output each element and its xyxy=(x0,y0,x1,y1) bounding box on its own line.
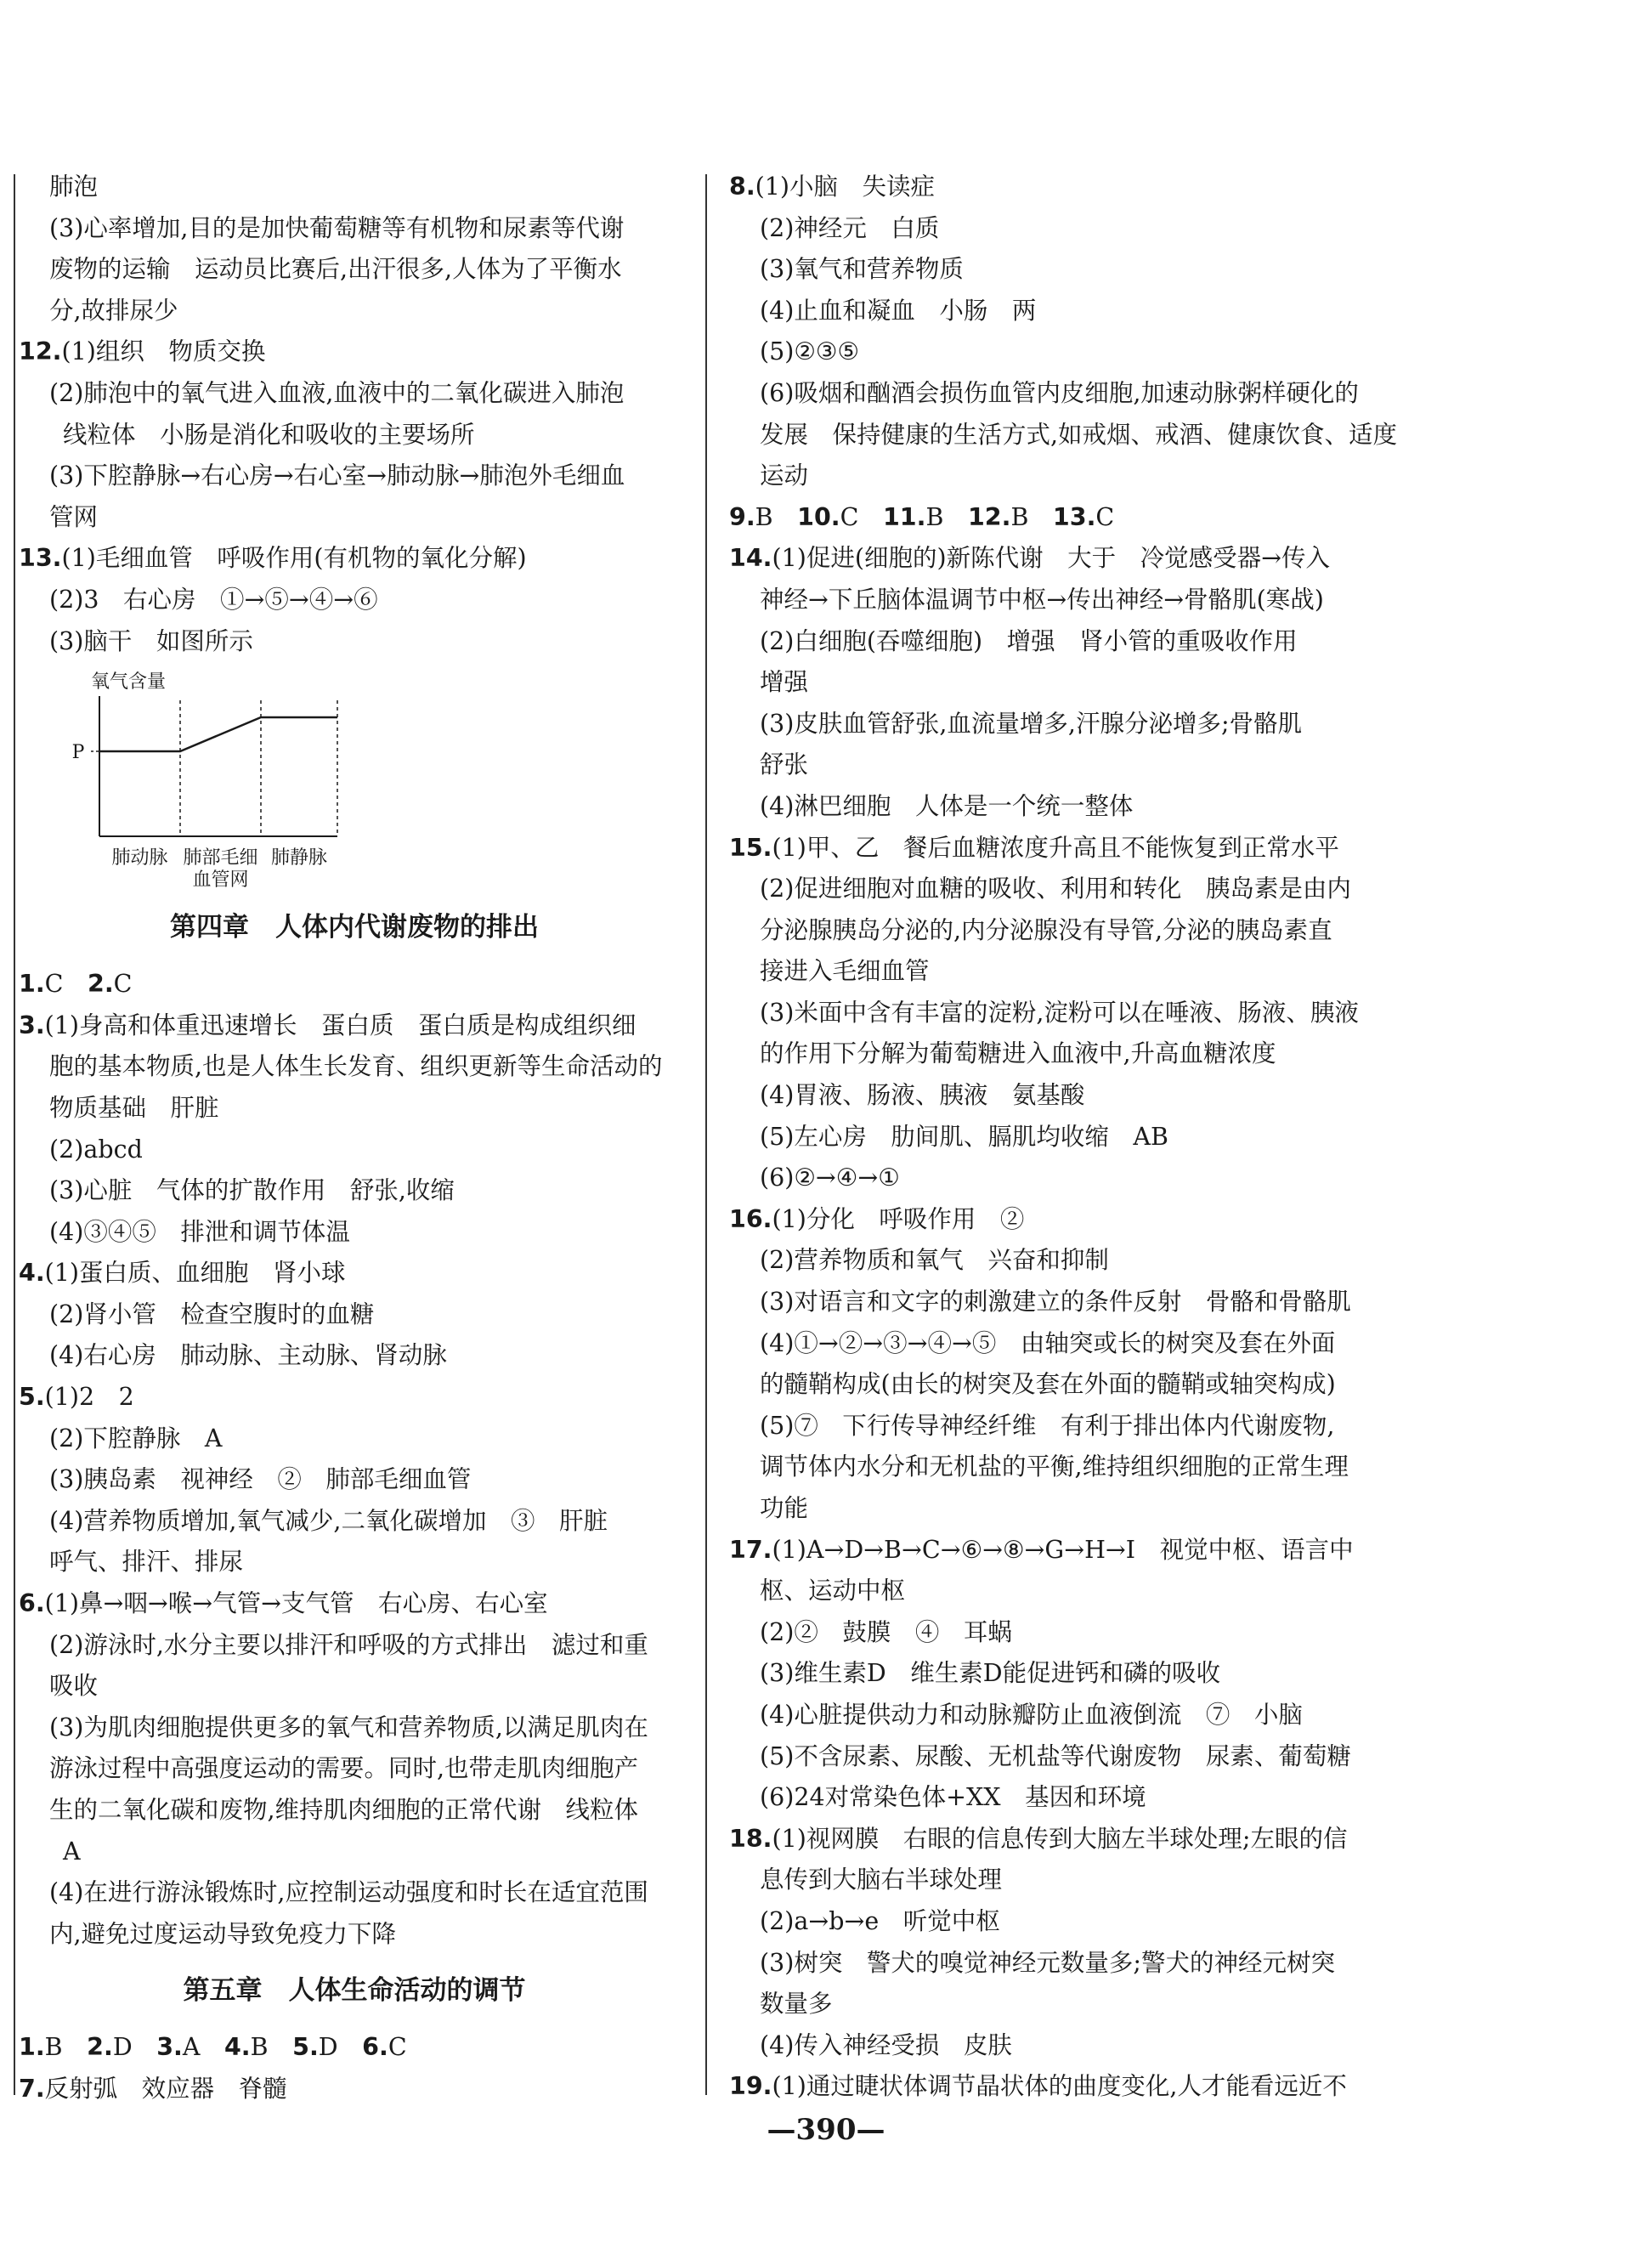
answer-text: (1)甲、乙 餐后血糖浓度升高且不能恢复到正常水平 xyxy=(772,833,1339,862)
question-number: 1. xyxy=(19,2033,45,2062)
answer-line xyxy=(19,1046,690,1088)
answer-text: (1)促进(细胞的)新陈代谢 大于 冷觉感受器→传入 xyxy=(772,544,1330,573)
answer-line-mcq xyxy=(19,2027,690,2069)
answer-line xyxy=(19,291,690,332)
answer-line xyxy=(729,951,1638,993)
answer-text: (2)abcd xyxy=(49,1135,143,1164)
question-line xyxy=(729,828,1638,869)
question-number: 4. xyxy=(19,1259,45,1288)
answer-text: 枢、运动中枢 xyxy=(760,1577,906,1605)
question-line xyxy=(19,331,690,373)
answer-text: 分泌腺胰岛分泌的,内分泌腺没有导管,分泌的胰岛素直 xyxy=(760,915,1332,944)
answer-line xyxy=(729,1653,1638,1695)
question-number: 12. xyxy=(19,337,62,366)
answer-choice: C xyxy=(1095,502,1115,531)
answer-line xyxy=(729,1901,1638,1943)
page-number: —390— xyxy=(767,2113,885,2147)
answer-text: (1)分化 呼吸作用 ② xyxy=(772,1204,1025,1233)
answer-text: 息传到大脑右半球处理 xyxy=(760,1866,1003,1894)
answer-text: (3)皮肤血管舒张,血流量增多,汗腺分泌增多;骨骼肌 xyxy=(760,709,1303,738)
answer-text: 分,故排尿少 xyxy=(49,296,178,325)
answer-text: (3)维生素D 维生素D能促进钙和磷的吸收 xyxy=(760,1659,1221,1688)
answer-line xyxy=(19,1832,690,1873)
answer-text: (5)⑦ 下行传导神经纤维 有利于排出体内代谢废物, xyxy=(760,1411,1335,1440)
answer-text: 功能 xyxy=(760,1494,809,1522)
answer-text: (3)为肌肉细胞提供更多的氧气和营养物质,以满足肌肉在 xyxy=(49,1713,648,1741)
question-number: 2. xyxy=(87,970,114,999)
answer-text: (1)毛细血管 呼吸作用(有机物的氧化分解) xyxy=(61,544,527,573)
answer-text: (5)左心房 肋间肌、膈肌均收缩 AB xyxy=(760,1122,1168,1151)
answer-text: (4)①→②→③→④→⑤ 由轴突或长的树突及套在外面 xyxy=(760,1328,1336,1357)
x-label-capillary-2: 血管网 xyxy=(192,869,249,892)
answer-text: C xyxy=(44,970,88,999)
answer-line xyxy=(729,1984,1638,2025)
answer-text: 游泳过程中高强度运动的需要。同时,也带走肌肉细胞产 xyxy=(49,1754,639,1783)
answer-text: (1)通过睫状体调节晶状体的曲度变化,人才能看远近不 xyxy=(772,2072,1347,2101)
question-number: 14. xyxy=(729,544,772,573)
answer-line xyxy=(19,1872,690,1914)
answer-line xyxy=(729,869,1638,910)
question-number: 3. xyxy=(156,2033,183,2062)
answer-text: (4)传入神经受损 皮肤 xyxy=(760,2030,1012,2059)
answer-line xyxy=(729,662,1638,704)
answer-text: (4)胃液、肠液、胰液 氨基酸 xyxy=(760,1081,1085,1110)
answer-text: (1)A→D→B→C→⑥→⑧→G→H→I 视觉中枢、语言中 xyxy=(772,1535,1354,1564)
answer-line xyxy=(19,1790,690,1832)
answer-line xyxy=(729,1860,1638,1901)
answer-text: (1)2 2 xyxy=(44,1383,134,1412)
p-label: P xyxy=(71,742,85,764)
answer-line xyxy=(19,1294,690,1336)
answer-text: (2)促进细胞对血糖的吸收、利用和转化 胰岛素是由内 xyxy=(760,875,1351,903)
answer-text: (3)氧气和营养物质 xyxy=(760,255,964,284)
question-number: 19. xyxy=(729,2072,772,2101)
oxygen-line xyxy=(99,717,337,751)
question-number: 13. xyxy=(1052,502,1096,531)
answer-text: 接进入毛细血管 xyxy=(760,957,930,986)
answer-text: (2)a→b→e 听觉中枢 xyxy=(760,1906,1000,1935)
answer-text: A xyxy=(63,1837,81,1866)
answer-line xyxy=(729,2025,1638,2067)
answer-text: (5)不含尿素、尿酸、无机盐等代谢废物 尿素、葡萄糖 xyxy=(760,1741,1351,1770)
answer-line xyxy=(19,1542,690,1583)
question-number: 7. xyxy=(19,2074,45,2103)
answer-text: 舒张 xyxy=(760,750,809,779)
answer-line xyxy=(19,167,690,208)
question-number: 12. xyxy=(967,502,1011,531)
question-line xyxy=(19,2069,690,2110)
answer-line xyxy=(729,415,1638,456)
answer-text: (6)24对常染色体+XX 基因和环境 xyxy=(760,1783,1146,1812)
answer-line xyxy=(19,1748,690,1790)
answer-choice: B xyxy=(925,502,944,531)
question-number: 4. xyxy=(223,2033,251,2062)
question-number: 13. xyxy=(19,544,62,573)
answer-text: (3)心率增加,目的是加快葡萄糖等有机物和尿素等代谢 xyxy=(49,213,625,242)
right-column xyxy=(729,167,1638,2108)
question-line xyxy=(19,1377,690,1418)
answer-text: (3)米面中含有丰富的淀粉,淀粉可以在唾液、肠液、胰液 xyxy=(760,998,1359,1027)
answer-line xyxy=(19,456,690,497)
answer-line xyxy=(19,1418,690,1460)
answer-text: (2)肺泡中的氧气进入血液,血液中的二氧化碳进入肺泡 xyxy=(49,378,625,407)
answer-line xyxy=(729,1323,1638,1365)
answer-line xyxy=(729,456,1638,497)
answer-text: (2)肾小管 检查空腹时的血糖 xyxy=(49,1300,375,1328)
answer-line xyxy=(729,580,1638,621)
answer-text: (3)脑干 如图所示 xyxy=(49,626,253,655)
answer-line xyxy=(729,1777,1638,1819)
answer-line xyxy=(19,1130,690,1171)
question-line xyxy=(729,1819,1638,1860)
answer-text: 呼气、排汗、排尿 xyxy=(49,1548,244,1577)
answer-line xyxy=(729,745,1638,786)
y-axis-label: 氧气含量 xyxy=(91,671,167,694)
question-number: 1. xyxy=(19,970,45,999)
answer-line xyxy=(19,1170,690,1212)
answer-line xyxy=(729,1240,1638,1282)
question-line xyxy=(729,1530,1638,1571)
answer-line xyxy=(729,1943,1638,1985)
answer-text: 神经→下丘脑体温调节中枢→传出神经→骨骼肌(寒战) xyxy=(760,585,1324,614)
answer-text: (3)树突 警犬的嗅觉神经元数量多;警犬的神经元树突 xyxy=(760,1948,1335,1977)
answer-text: (6)②→④→① xyxy=(760,1164,900,1192)
question-line xyxy=(729,1199,1638,1241)
answer-line xyxy=(19,580,690,621)
answer-line xyxy=(19,208,690,250)
answer-text: 调节体内水分和无机盐的平衡,维持组织细胞的正常生理 xyxy=(760,1452,1349,1481)
answer-line xyxy=(19,1666,690,1707)
question-number: 11. xyxy=(882,502,926,531)
answer-line xyxy=(729,1117,1638,1158)
answer-text: 物质基础 肝脏 xyxy=(49,1093,219,1122)
answer-line xyxy=(19,1914,690,1956)
question-line xyxy=(729,2066,1638,2108)
answer-text: 增强 xyxy=(760,668,809,697)
chapter-heading: 第四章 人体内代谢废物的排出 xyxy=(170,912,539,943)
answer-line xyxy=(729,621,1638,663)
question-number: 17. xyxy=(729,1535,772,1564)
question-number: 18. xyxy=(729,1824,772,1853)
answer-line xyxy=(729,1282,1638,1323)
question-number: 16. xyxy=(729,1204,772,1233)
answer-text: (1)身高和体重迅速增长 蛋白质 蛋白质是构成组织细 xyxy=(44,1011,636,1039)
answer-text: 的作用下分解为葡萄糖进入血液中,升高血糖浓度 xyxy=(760,1039,1276,1068)
answer-text: (3)胰岛素 视神经 ② 肺部毛细血管 xyxy=(49,1465,472,1494)
answer-line xyxy=(729,1033,1638,1075)
chapter-heading: 第五章 人体生命活动的调节 xyxy=(183,1975,526,2007)
column-divider xyxy=(705,174,707,2095)
question-line xyxy=(19,538,690,580)
answer-line-mcq xyxy=(729,497,1638,539)
answer-text: 线粒体 小肠是消化和吸收的主要场所 xyxy=(63,420,475,449)
answer-line xyxy=(19,1088,690,1130)
left-column xyxy=(19,167,690,2110)
answer-line xyxy=(729,373,1638,415)
answer-text: (2)神经元 白质 xyxy=(760,213,940,242)
left-margin-rule xyxy=(14,174,15,2095)
question-number: 8. xyxy=(729,173,755,201)
question-number: 3. xyxy=(19,1011,45,1039)
answer-text: (1)组织 物质交换 xyxy=(61,337,266,366)
answer-text: 反射弧 效应器 脊髓 xyxy=(44,2074,287,2103)
answer-line xyxy=(729,208,1638,250)
answer-text: 肺泡 xyxy=(49,173,99,201)
answer-line xyxy=(729,1158,1638,1199)
question-number: 6. xyxy=(19,1589,45,1618)
answer-text: 管网 xyxy=(49,502,99,531)
answer-line xyxy=(729,291,1638,332)
answer-choice: D xyxy=(112,2033,133,2062)
question-line xyxy=(19,1253,690,1294)
answer-text: (4)止血和凝血 小肠 两 xyxy=(760,296,1037,325)
question-number: 5. xyxy=(292,2033,319,2062)
question-line xyxy=(729,167,1638,208)
answer-line xyxy=(19,621,690,663)
answer-text: (6)吸烟和酗酒会损伤血管内皮细胞,加速动脉粥样硬化的 xyxy=(760,378,1359,407)
answer-text: (4)心脏提供动力和动脉瓣防止血液倒流 ⑦ 小脑 xyxy=(760,1700,1303,1729)
answer-line xyxy=(19,373,690,415)
answer-text: 吸收 xyxy=(49,1672,99,1701)
answer-choice: B xyxy=(1010,502,1029,531)
answer-text: (2)营养物质和氧气 兴奋和抑制 xyxy=(760,1246,1109,1275)
answer-line xyxy=(729,331,1638,373)
question-line xyxy=(19,1005,690,1047)
answer-choice: B xyxy=(44,2033,63,2062)
answer-text: (4)在进行游泳锻炼时,应控制运动强度和时长在适宜范围 xyxy=(49,1878,648,1907)
question-number: 9. xyxy=(729,502,755,531)
answer-line xyxy=(729,704,1638,745)
answer-text: (4)右心房 肺动脉、主动脉、肾动脉 xyxy=(49,1341,447,1370)
answer-text: 发展 保持健康的生活方式,如戒烟、戒酒、健康饮食、适度 xyxy=(760,420,1398,449)
answer-line xyxy=(729,1406,1638,1447)
answer-text: (3)下腔静脉→右心房→右心室→肺动脉→肺泡外毛细血 xyxy=(49,461,625,490)
question-number: 10. xyxy=(797,502,840,531)
answer-line xyxy=(729,1364,1638,1406)
answer-text: (4)③④⑤ 排泄和调节体温 xyxy=(49,1217,350,1246)
answer-text: 胞的基本物质,也是人体生长发育、组织更新等生命活动的 xyxy=(49,1052,663,1081)
answer-text: 数量多 xyxy=(760,1990,833,2019)
answer-line xyxy=(19,415,690,456)
question-line xyxy=(19,1583,690,1625)
answer-text: (2)下腔静脉 A xyxy=(49,1424,223,1452)
answer-text: 生的二氧化碳和废物,维持肌肉细胞的正常代谢 线粒体 xyxy=(49,1796,639,1824)
answer-choice: A xyxy=(182,2033,201,2062)
answer-line xyxy=(729,1488,1638,1530)
answer-choice: B xyxy=(250,2033,269,2062)
answer-text: (1)小脑 失读症 xyxy=(755,173,936,201)
answer-text: C xyxy=(113,970,133,999)
answer-text: (2)游泳时,水分主要以排汗和呼吸的方式排出 滤过和重 xyxy=(49,1630,648,1659)
answer-choice: C xyxy=(388,2033,407,2062)
answer-text: (5)②③⑤ xyxy=(760,337,860,366)
answer-line xyxy=(19,1335,690,1377)
answer-line xyxy=(729,1612,1638,1654)
oxygen-content-chart xyxy=(53,662,393,892)
answer-line xyxy=(19,1625,690,1667)
answer-line xyxy=(729,1075,1638,1117)
answer-line xyxy=(19,1212,690,1254)
question-number: 6. xyxy=(362,2033,388,2062)
answer-line xyxy=(19,497,690,539)
answer-line xyxy=(19,1707,690,1749)
figure-block xyxy=(19,662,690,892)
answer-line xyxy=(19,1501,690,1543)
question-number: 15. xyxy=(729,833,772,862)
answer-text: (2)② 鼓膜 ④ 耳蜗 xyxy=(760,1617,1012,1646)
answer-line xyxy=(729,1736,1638,1778)
x-label-pulmonary-vein: 肺静脉 xyxy=(270,847,328,869)
answer-text: (3)对语言和文字的刺激建立的条件反射 骨骼和骨骼肌 xyxy=(760,1288,1351,1317)
x-label-capillary-1: 肺部毛细 xyxy=(183,847,258,869)
answer-text: (1)视网膜 右眼的信息传到大脑左半球处理;左眼的信 xyxy=(772,1824,1348,1853)
answer-line xyxy=(729,993,1638,1034)
question-line xyxy=(19,964,690,1005)
question-number: 2. xyxy=(87,2033,113,2062)
x-label-pulmonary-artery: 肺动脉 xyxy=(111,847,168,869)
answer-line xyxy=(729,910,1638,952)
answer-text: 的髓鞘构成(由长的树突及套在外面的髓鞘或轴突构成) xyxy=(760,1370,1336,1399)
answer-text: (1)蛋白质、血细胞 肾小球 xyxy=(44,1259,346,1288)
answer-text: (4)营养物质增加,氧气减少,二氧化碳增加 ③ 肝脏 xyxy=(49,1506,608,1535)
answer-line xyxy=(729,786,1638,828)
answer-text: 运动 xyxy=(760,461,809,490)
answer-line xyxy=(729,249,1638,291)
answer-text: (2)3 右心房 ①→⑤→④→⑥ xyxy=(49,585,378,614)
answer-line xyxy=(19,249,690,291)
answer-text: 内,避免过度运动导致免疫力下降 xyxy=(49,1919,397,1948)
answer-choice: C xyxy=(840,502,859,531)
answer-text: (2)白细胞(吞噬细胞) 增强 肾小管的重吸收作用 xyxy=(760,626,1298,655)
answer-choice: D xyxy=(318,2033,338,2062)
answer-line xyxy=(19,1459,690,1501)
answer-line xyxy=(729,1695,1638,1736)
answer-text: (1)鼻→咽→喉→气管→支气管 右心房、右心室 xyxy=(44,1589,548,1618)
answer-choice: B xyxy=(755,502,773,531)
question-line xyxy=(729,538,1638,580)
answer-text: 废物的运输 运动员比赛后,出汗很多,人体为了平衡水 xyxy=(49,255,622,284)
answer-line xyxy=(729,1571,1638,1612)
answer-text: (4)淋巴细胞 人体是一个统一整体 xyxy=(760,791,1134,820)
answer-line xyxy=(729,1447,1638,1488)
question-number: 5. xyxy=(19,1383,45,1412)
answer-text: (3)心脏 气体的扩散作用 舒张,收缩 xyxy=(49,1176,455,1205)
